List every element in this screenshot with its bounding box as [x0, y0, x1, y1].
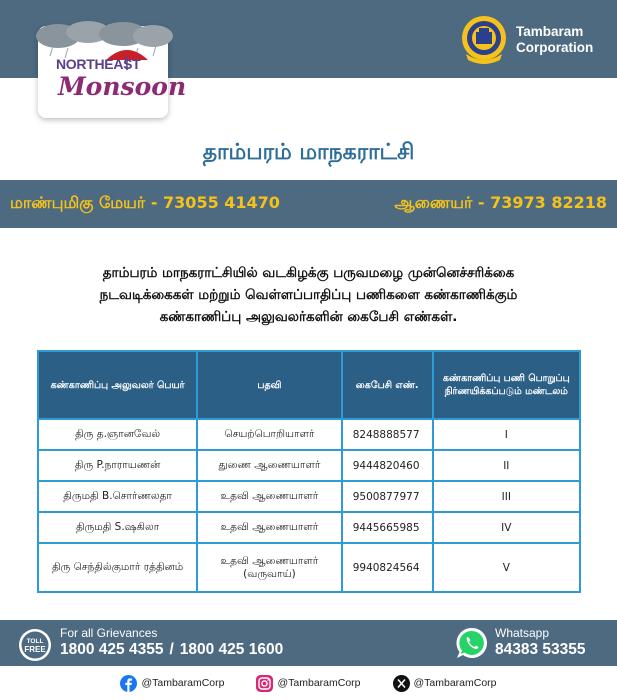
officer-phone[interactable]: 9940824564	[342, 543, 433, 592]
campaign-north-east	[56, 56, 140, 72]
table-row	[38, 450, 580, 481]
officer-zone: II	[433, 450, 580, 481]
officer-name: திரு த.ஞானவேல்	[38, 419, 197, 450]
corporation-name-line1: Tambaram	[516, 24, 584, 39]
officers-table	[37, 350, 581, 593]
officer-designation: உதவி ஆணையாளர்	[197, 512, 342, 543]
instagram-handle: @TambaramCorp	[277, 677, 361, 689]
grievance-number-2[interactable]: 1800 425 1600	[179, 641, 284, 658]
facebook-link[interactable]	[120, 675, 224, 692]
whatsapp-icon	[455, 626, 489, 660]
officer-phone[interactable]: 9445665985	[342, 512, 433, 543]
corporation-brand	[460, 14, 593, 66]
toll-badge-top: TOLL	[26, 638, 44, 645]
commissioner-contact[interactable]: ஆணையர் - 73973 82218	[394, 193, 607, 212]
intro-line1: தாம்பரம் மாநகராட்சியில் வடகிழக்கு பருவமழை முன்னெச்சரிக்கை	[102, 265, 515, 281]
campaign-east: EAST	[104, 56, 141, 72]
x-handle: @TambaramCorp	[413, 677, 497, 689]
campaign-north: NORTH	[56, 56, 105, 72]
header-zone: கண்காணிப்பு பணி பொறுப்பு நிர்ணயிக்கப்படும் மண்டலம்	[433, 351, 580, 419]
mayor-contact[interactable]: மாண்புமிகு மேயர் - 73055 41470	[10, 193, 280, 212]
x-link[interactable]	[393, 675, 497, 692]
officer-zone: V	[433, 543, 580, 592]
corporation-name-line2: Corporation	[516, 40, 594, 55]
table-header-row	[38, 351, 580, 419]
grievance-separator: /	[169, 641, 174, 658]
officer-name: திரு செந்தில்குமார் ரத்தினம்	[38, 543, 197, 592]
footer-band	[0, 620, 617, 666]
officer-name: திருமதி S.ஷகிலா	[38, 512, 197, 543]
social-links	[0, 670, 617, 696]
toll-badge-bottom: FREE	[24, 645, 46, 654]
facebook-icon	[120, 675, 137, 692]
officer-zone: I	[433, 419, 580, 450]
toll-free-icon	[18, 628, 52, 662]
grievance-number-1[interactable]: 1800 425 4355	[60, 641, 164, 658]
corporation-name	[516, 24, 593, 56]
officer-designation: துணை ஆணையாளர்	[197, 450, 342, 481]
whatsapp-number[interactable]: 84383 53355	[495, 641, 586, 658]
table-row	[38, 512, 580, 543]
officer-designation: செயற்பொறியாளர்	[197, 419, 342, 450]
table-row	[38, 543, 580, 592]
officer-zone: IV	[433, 512, 580, 543]
header-name: கண்காணிப்பு அலுவலர் பெயர்	[38, 351, 197, 419]
officer-phone[interactable]: 9444820460	[342, 450, 433, 481]
grievance-label: For all Grievances	[60, 626, 158, 640]
grievance-numbers	[60, 641, 283, 659]
officer-name: திருமதி B.சொர்ணலதா	[38, 481, 197, 512]
instagram-link[interactable]	[256, 675, 360, 692]
x-icon	[393, 675, 410, 692]
officer-phone[interactable]: 9500877977	[342, 481, 433, 512]
facebook-handle: @TambaramCorp	[141, 677, 225, 689]
officer-zone: III	[433, 481, 580, 512]
whatsapp-label: Whatsapp	[495, 626, 550, 640]
officer-name: திரு P.நாராயணன்	[38, 450, 197, 481]
intro-line2: நடவடிக்கைகள் மற்றும் வெள்ளப்பாதிப்பு பணிகளை கண்காணிக்கும்	[99, 287, 518, 303]
header-designation: பதவி	[197, 351, 342, 419]
intro-line3: கண்காணிப்பு அலுவலர்களின் கைபேசி எண்கள்.	[159, 309, 458, 325]
table-row	[38, 481, 580, 512]
officer-designation: உதவி ஆணையாளர்	[197, 481, 342, 512]
officer-phone[interactable]: 8248888577	[342, 419, 433, 450]
contact-band	[0, 180, 617, 228]
page-title: தாம்பரம் மாநகராட்சி	[202, 140, 415, 165]
table-row	[38, 419, 580, 450]
header-phone: கைபேசி எண்.	[342, 351, 433, 419]
instagram-icon	[256, 675, 273, 692]
campaign-monsoon: Monsoon	[58, 72, 187, 101]
officer-designation: உதவி ஆணையாளர் (வருவாய்)	[197, 543, 342, 592]
corporation-seal-icon	[460, 14, 508, 66]
northeast-monsoon-logo	[38, 26, 187, 118]
intro-text	[20, 262, 597, 328]
